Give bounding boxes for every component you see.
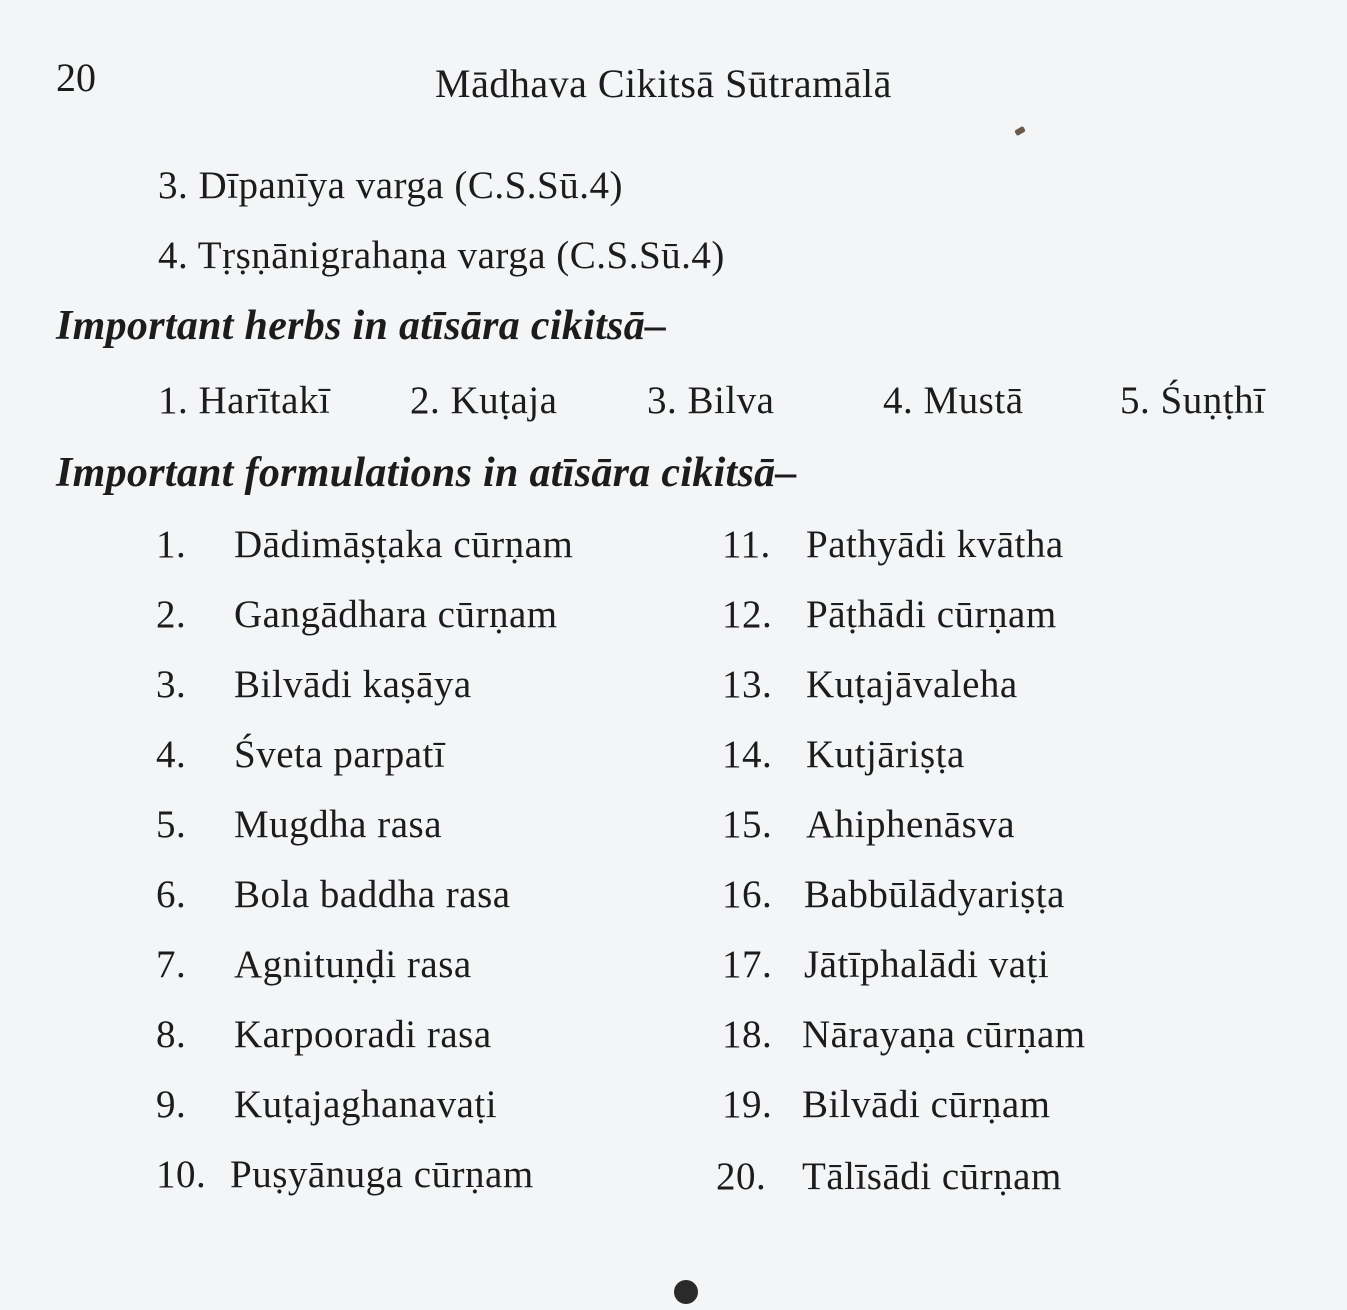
formulation-number: 8. (156, 1013, 187, 1056)
formulation-name: Gangādhara cūrṇam (234, 593, 558, 636)
herbs-heading: Important herbs in atīsāra cikitsā– (56, 303, 667, 349)
formulation-name: Tālīsādi cūrṇam (802, 1155, 1062, 1198)
formulation-number: 11. (722, 523, 771, 566)
formulation-name: Dādimāṣṭaka cūrṇam (234, 523, 574, 566)
formulation-number: 16. (722, 873, 773, 916)
formulation-name: Jātīphalādi vaṭi (804, 943, 1050, 986)
formulation-name: Mugdha rasa (234, 803, 443, 846)
formulation-name: Kutjāriṣṭa (806, 733, 965, 776)
formulation-number: 5. (156, 803, 187, 846)
ink-speck (1014, 126, 1026, 136)
formulation-name: Śveta parpatī (234, 733, 446, 776)
formulation-name: Babbūlādyariṣṭa (804, 873, 1065, 916)
formulation-number: 19. (722, 1083, 773, 1126)
formulation-name: Bola baddha rasa (234, 873, 511, 916)
list-item-dipaniya-varga: 3. Dīpanīya varga (C.S.Sū.4) (158, 164, 623, 207)
formulation-number: 12. (722, 593, 773, 636)
bullet-mark (674, 1280, 698, 1304)
formulation-number: 2. (156, 593, 187, 636)
formulation-number: 6. (156, 873, 187, 916)
formulation-name: Bilvādi kaṣāya (234, 663, 472, 706)
formulation-name: Puṣyānuga cūrṇam (230, 1153, 534, 1196)
running-title: Mādhava Cikitsā Sūtramālā (435, 61, 892, 106)
formulation-name: Ahiphenāsva (806, 803, 1016, 846)
formulation-number: 18. (722, 1013, 773, 1056)
formulation-number: 10. (156, 1153, 207, 1196)
formulation-number: 15. (722, 803, 773, 846)
formulation-number: 9. (156, 1083, 187, 1126)
formulation-number: 3. (156, 663, 187, 706)
formulation-name: Kuṭajāvaleha (806, 663, 1018, 706)
formulation-name: Pathyādi kvātha (806, 523, 1064, 566)
formulations-heading: Important formulations in atīsāra cikitsā– (56, 450, 797, 496)
formulation-number: 7. (156, 943, 187, 986)
herb-item: 5. Śuṇṭhī (1120, 379, 1266, 422)
formulation-name: Nārayaṇa cūrṇam (802, 1013, 1086, 1056)
herb-item: 1. Harītakī (158, 379, 331, 422)
herb-item: 3. Bilva (647, 379, 775, 422)
herb-item: 2. Kuṭaja (410, 379, 558, 422)
formulation-number: 20. (716, 1155, 767, 1198)
herb-item: 4. Mustā (883, 379, 1024, 422)
formulation-name: Agnituṇḍi rasa (234, 943, 472, 986)
formulation-number: 14. (722, 733, 773, 776)
list-item-trsnanigrahana-varga: 4. Tṛṣṇānigrahaṇa varga (C.S.Sū.4) (158, 234, 725, 277)
formulation-number: 17. (722, 943, 773, 986)
formulation-name: Bilvādi cūrṇam (802, 1083, 1051, 1126)
formulation-name: Kuṭajaghanavaṭi (234, 1083, 498, 1126)
formulation-number: 4. (156, 733, 187, 776)
formulation-name: Pāṭhādi cūrṇam (806, 593, 1057, 636)
formulation-number: 13. (722, 663, 773, 706)
formulation-number: 1. (156, 523, 187, 566)
formulation-name: Karpooradi rasa (234, 1013, 492, 1056)
page-number: 20 (56, 55, 96, 100)
